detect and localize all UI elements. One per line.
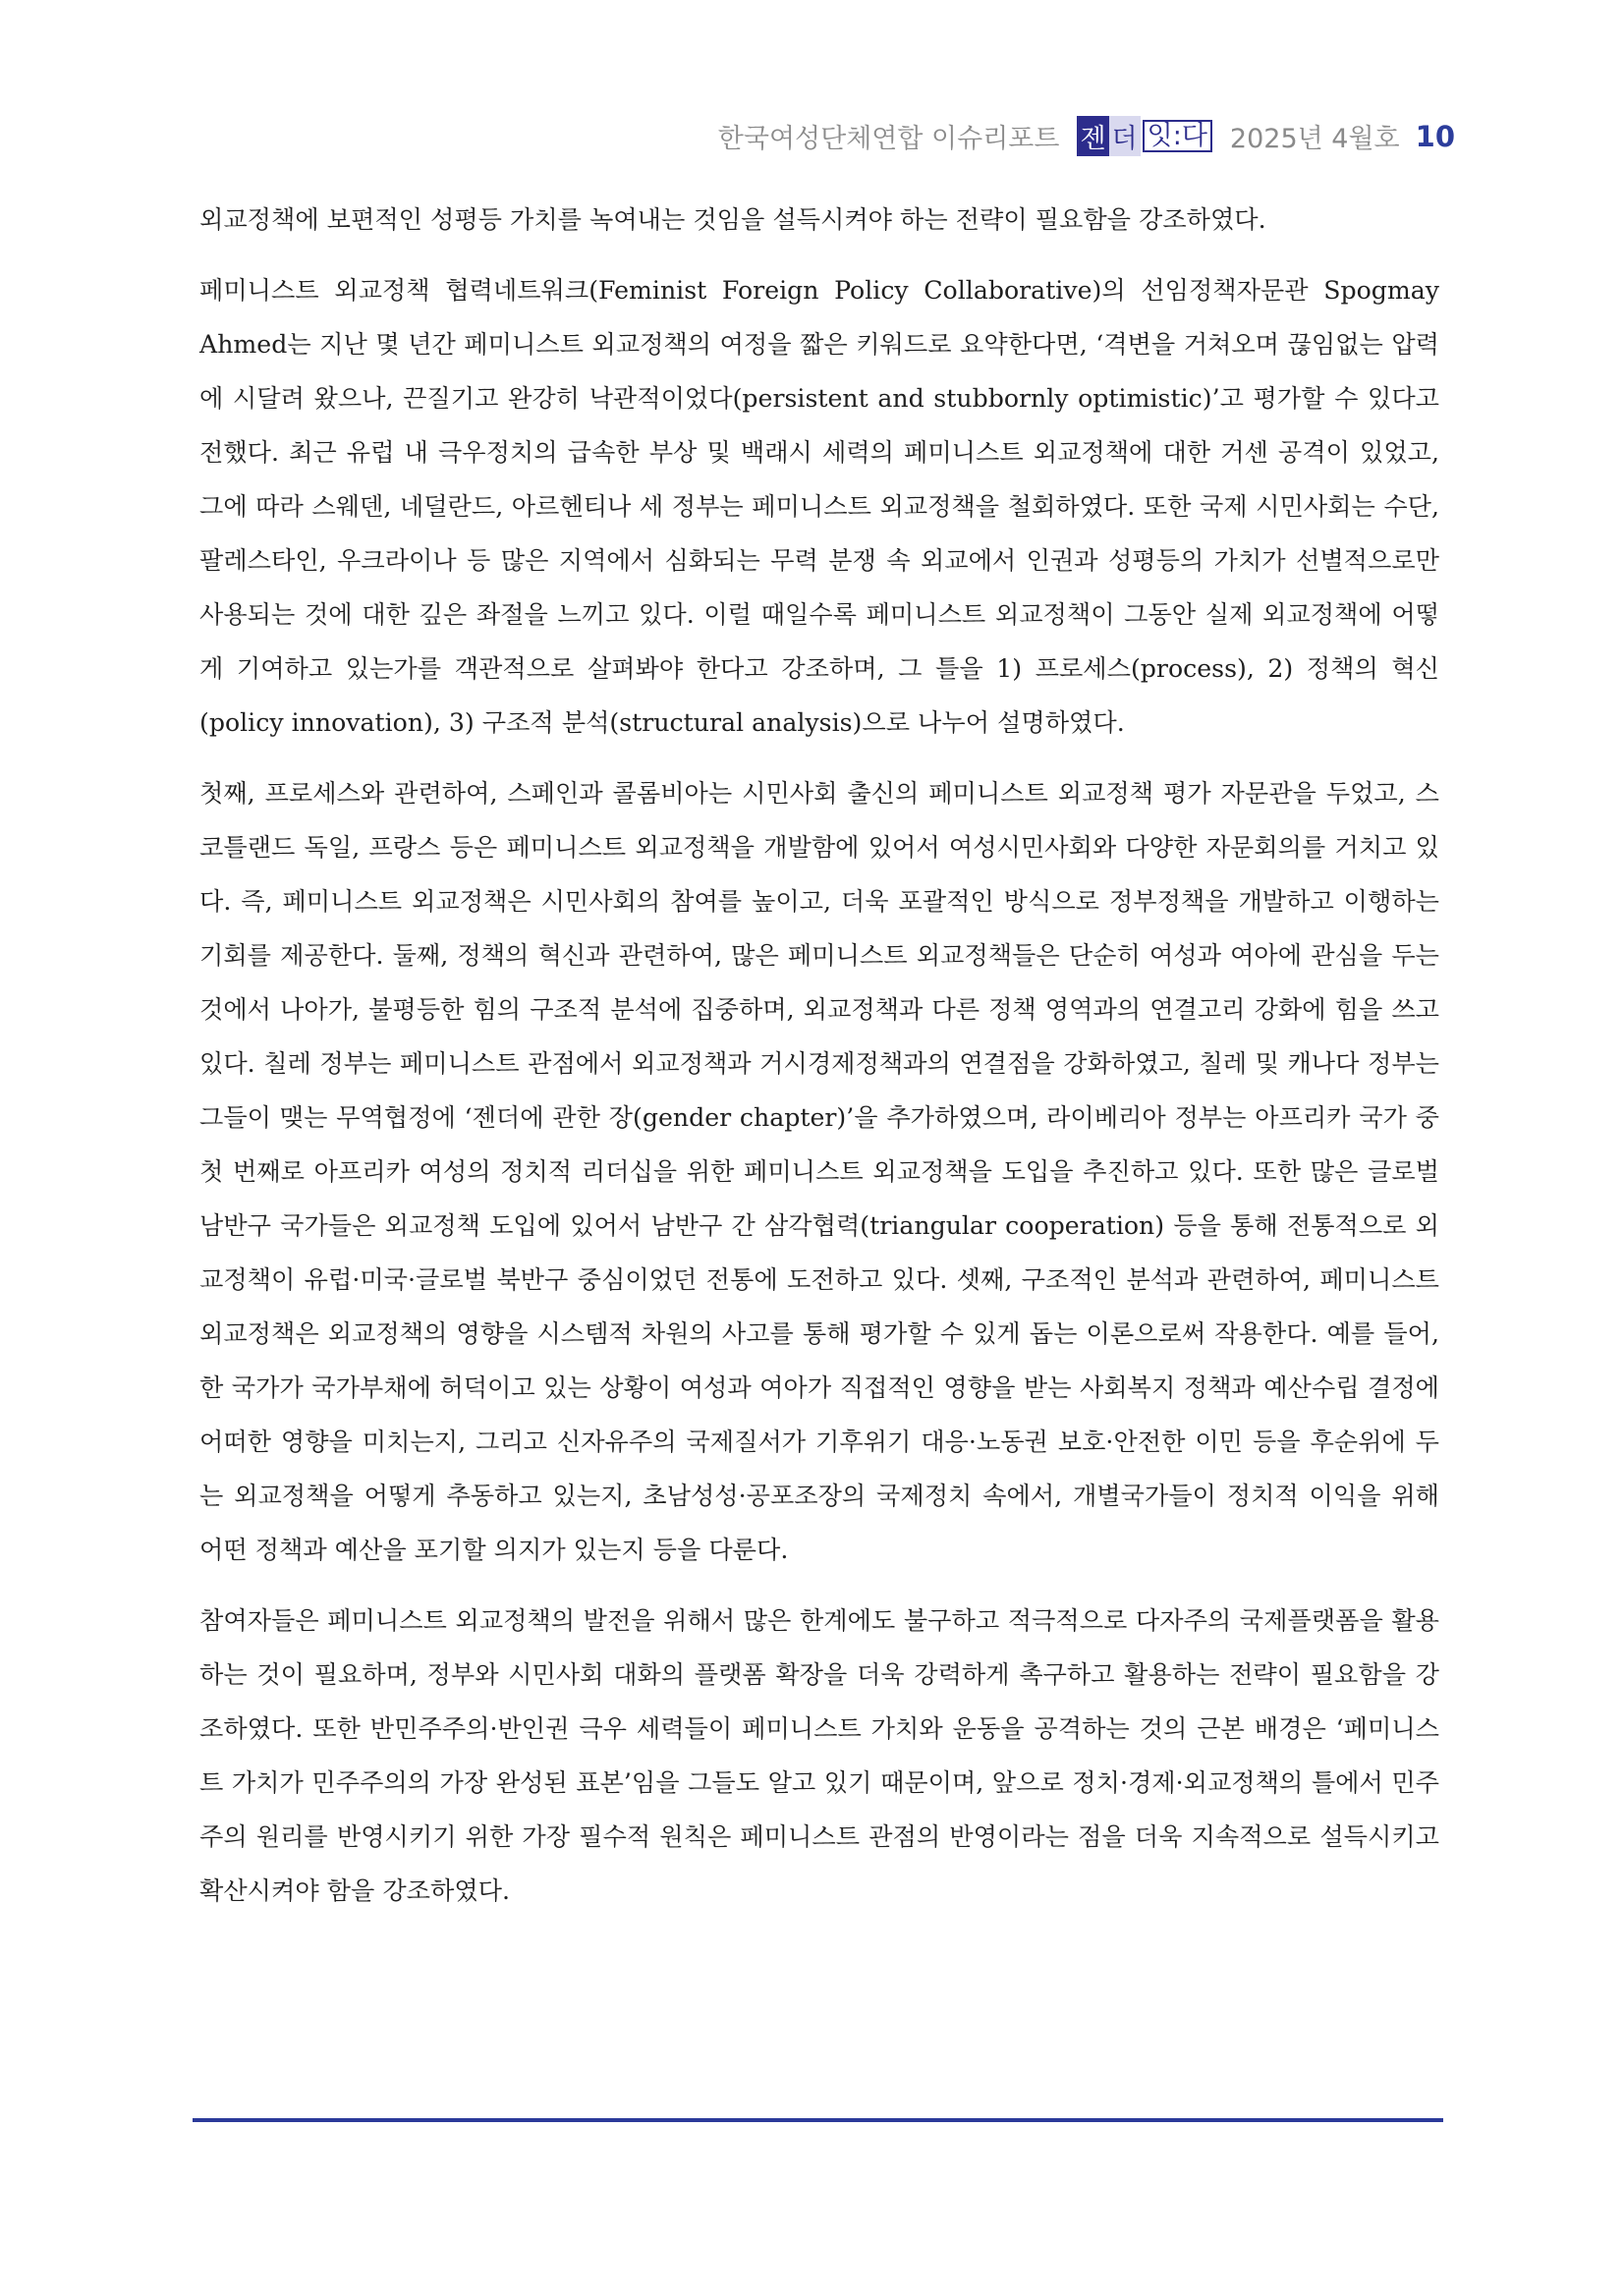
paragraph-3: 첫째, 프로세스와 관련하여, 스페인과 콜롬비아는 시민사회 출신의 페미니스트 외교정책 평가 자문관을 두었고, 스코틀랜드 독일, 프랑스 등은 페미니스트 외교정책을 개발함에 있어서 여성시민사회와 다양한 자문회의를 거치고 있다. 즉, 페미니스트 외교정책은 시민사회의 참여를 높이고, 더욱 포괄적인 방식으로 정부정책을 개발하고 이행하는 기회를 제공한다. 둘째, 정책의 혁신과 관련하여, 많은 페미니스트 외교정책들은 단순히 여성과 여아에 관심을 두는 것에서 나아가, 불평등한 힘의 구조적 분석에 집중하며, 외교정책과 다른 정책 영역과의 연결고리 강화에 힘을 쓰고 있다. 칠레 정부는 페미니스트 관점에서 외교정책과 거시경제정책과의 연결점을 강화하였고, 칠레 및 캐나다 정부는 그들이 맺는 무역협정에 ‘젠더에 관한 장(gender chapter)’을 추가하였으며, 라이베리아 정부는 아프리카 국가 중 첫 번째로 아프리카 여성의 정치적 리더십을 위한 페미니스트 외교정책을 도입을 추진하고 있다. 또한 많은 글로벌 남반구 국가들은 외교정책 도입에 있어서 남반구 간 삼각협력(triangular cooperation) 등을 통해 전통적으로 외교정책이 유럽·미국·글로벌 북반구 중심이었던 전통에 도전하고 있다. 셋째, 구조적인 분석과 관련하여, 페미니스트 외교정책은 외교정책의 영향을 시스템적 차원의 사고를 통해 평가할 수 있게 돕는 이론으로써 작용한다. 예를 들어, 한 국가가 국가부채에 허덕이고 있는 상황이 여성과 여아가 직접적인 영향을 받는 사회복지 정책과 예산수립 결정에 어떠한 영향을 미치는지, 그리고 신자유주의 국제질서가 기후위기 대응·노동권 보호·안전한 이민 등을 후순위에 두는 외교정책을 어떻게 추동하고 있는지, 초남성성·공포조장의 국제정치 속에서, 개별국가들이 정치적 이익을 위해 어떤 정책과 예산을 포기할 의지가 있는지 등을 다룬다. [199,779,1439,1564]
page-number: 10 [1415,119,1455,153]
logo-char-2: 더 [1109,116,1141,156]
footer-divider [193,2118,1443,2122]
paragraph-1: 외교정책에 보편적인 성평등 가치를 녹여내는 것임을 설득시켜야 하는 전략이 필요함을 강조하였다. [199,205,1266,234]
paragraph-2: 페미니스트 외교정책 협력네트워크(Feminist Foreign Policy Collaborative)의 선임정책자문관 Spogmay Ahmed는 지난 몇 년간 페미니스트 외교정책의 여정을 짧은 키워드로 요약한다면, ‘격변을 거쳐오며 끊임없는 압력에 시달려 왔으나, 끈질기고 완강히 낙관적이었다(persistent and stubbornly optimistic)’고 평가할 수 있다고 전했다. 최근 유럽 내 극우정치의 급속한 부상 및 백래시 세력의 페미니스트 외교정책에 대한 거센 공격이 있었고, 그에 따라 스웨덴, 네덜란드, 아르헨티나 세 정부는 페미니스트 외교정책을 철회하였다. 또한 국제 시민사회는 수단, 팔레스타인, 우크라이나 등 많은 지역에서 심화되는 무력 분쟁 속 외교에서 인권과 성평등의 가치가 선별적으로만 사용되는 것에 대한 깊은 좌절을 느끼고 있다. 이럴 때일수록 페미니스트 외교정책이 그동안 실제 외교정책에 어떻게 기여하고 있는가를 객관적으로 살펴봐야 한다고 강조하며, 그 틀을 1) 프로세스(process), 2) 정책의 혁신(policy innovation), 3) 구조적 분석(structural analysis)으로 나누어 설명하였다. [199,276,1439,737]
header-issue-date: 2025년 4월호 [1229,124,1400,154]
page-header [718,116,1455,156]
logo-char-1: 젠 [1077,116,1108,156]
gender-itda-logo [1077,116,1211,156]
body-text [199,193,1439,1934]
paragraph-4: 참여자들은 페미니스트 외교정책의 발전을 위해서 많은 한계에도 불구하고 적극적으로 다자주의 국제플랫폼을 활용하는 것이 필요하며, 정부와 시민사회 대화의 플랫폼 확장을 더욱 강력하게 촉구하고 활용하는 전략이 필요함을 강조하였다. 또한 반민주주의·반인권 극우 세력들이 페미니스트 가치와 운동을 공격하는 것의 근본 배경은 ‘페미니스트 가치가 민주주의의 가장 완성된 표본’임을 그들도 알고 있기 때문이며, 앞으로 정치·경제·외교정책의 틀에서 민주주의 원리를 반영시키기 위한 가장 필수적 원칙은 페미니스트 관점의 반영이라는 점을 더욱 지속적으로 설득시키고 확산시켜야 함을 강조하였다. [199,1606,1439,1905]
header-org-title: 한국여성단체연합 이슈리포트 [717,124,1060,154]
logo-char-3: 잇:다 [1143,120,1212,152]
